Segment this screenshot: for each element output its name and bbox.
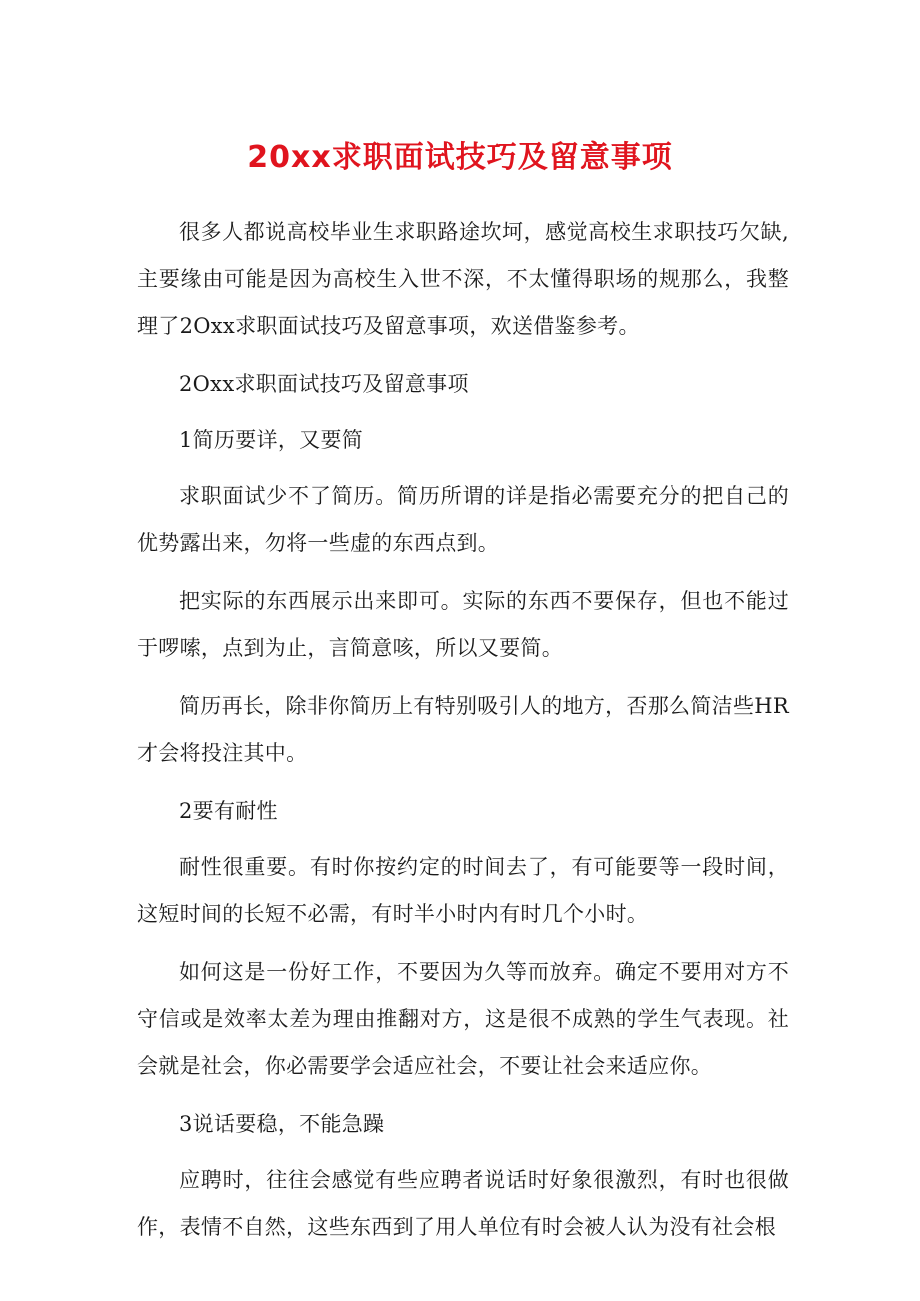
- subsection-heading-3: 3说话要稳，不能急躁: [179, 1112, 385, 1136]
- body-paragraph: 求职面试少不了简历。简历所谓的详是指必需要充分的把自己的优势露出来，勿将一些虚的东西点到。: [137, 484, 789, 555]
- document-title: 20xx求职面试技巧及留意事项: [247, 140, 673, 175]
- body-paragraph: 应聘时，往往会感觉有些应聘者说话时好象很激烈，有时也很做作，表情不自然，这些东西到了用人单位有时会被人认为没有社会根: [137, 1168, 789, 1239]
- body-paragraph: 把实际的东西展示出来即可。实际的东西不要保存，但也不能过于啰嗦，点到为止，言简意咳，所以又要简。: [137, 589, 789, 660]
- subsection-heading-2: 2要有耐性: [179, 799, 278, 823]
- intro-paragraph: 很多人都说高校毕业生求职路途坎坷，感觉高校生求职技巧欠缺,主要缘由可能是因为高校生入世不深，不太懂得职场的规那么，我整理了2Oxx求职面试技巧及留意事项，欢送借鉴参考。: [137, 220, 789, 338]
- document-body: [137, 209, 789, 1262]
- body-paragraph: 简历再长，除非你简历上有特别吸引人的地方，否那么简洁些HR才会将投注其中。: [137, 694, 789, 765]
- body-paragraph: 如何这是一份好工作，不要因为久等而放弃。确定不要用对方不守信或是效率太差为理由推翻对方，这是很不成熟的学生气表现。社会就是社会，你必需要学会适应社会，不要让社会来适应你。: [137, 960, 789, 1078]
- section-heading: 2Oxx求职面试技巧及留意事项: [179, 372, 469, 396]
- subsection-heading-1: 1简历要详，又要简: [179, 428, 364, 452]
- body-paragraph: 耐性很重要。有时你按约定的时间去了，有可能要等一段时间，这短时间的长短不必需，有时半小时内有时几个小时。: [137, 855, 789, 926]
